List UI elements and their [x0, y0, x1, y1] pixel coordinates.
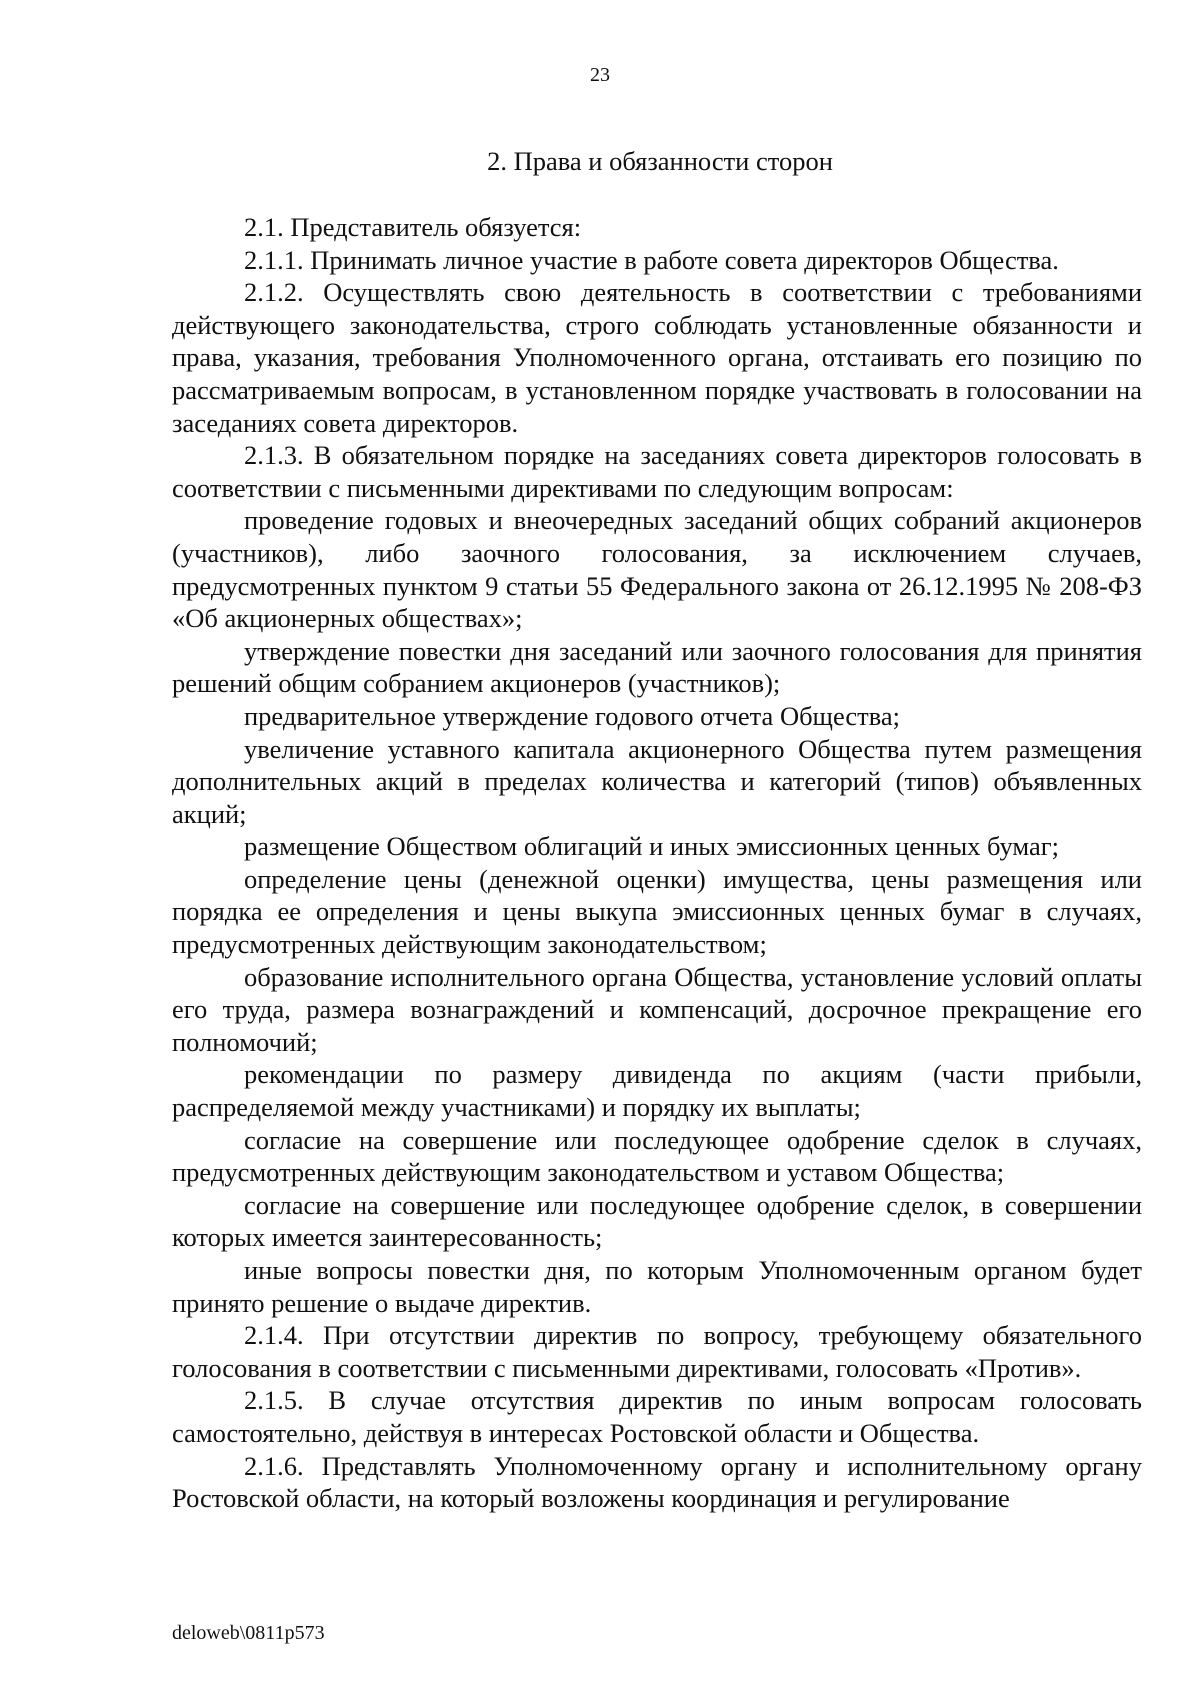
- list-item-dividends: рекомендации по размеру дивиденда по акциям (части прибыли, распределяемой между участниками) и порядку их выплаты;: [172, 1059, 1142, 1123]
- paragraph-2-1-2: 2.1.2. Осуществлять свою деятельность в соответствии с требованиями действующего законодательства, строго соблюдать установленные обязанности и права, указания, требования Уполномоченного органа, отстаивать его позицию по рассматриваемым вопросам, в установленном порядке участвовать в голосовании на заседаниях совета директоров.: [172, 277, 1142, 438]
- list-item-bonds: размещение Обществом облигаций и иных эмиссионных ценных бумаг;: [244, 831, 1059, 862]
- list-item-capital-increase: увеличение уставного капитала акционерного Общества путем размещения дополнительных акций в пределах количества и категорий (типов) объявленных акций;: [172, 733, 1142, 829]
- paragraph-2-1: 2.1. Представитель обязуется:: [244, 212, 582, 242]
- list-item-executive-body: образование исполнительного органа Общества, установление условий оплаты его труда, размера вознаграждений и компенсаций, досрочное прекращение его полномочий;: [172, 961, 1142, 1057]
- list-item-annual-report: предварительное утверждение годового отчета Общества;: [244, 700, 901, 731]
- list-item-deal-approval: согласие на совершение или последующее одобрение сделок в случаях, предусмотренных действующим законодательством и уставом Общества;: [172, 1124, 1142, 1188]
- paragraph-2-1-1: 2.1.1. Принимать личное участие в работе совета директоров Общества.: [244, 244, 1059, 275]
- paragraph-2-1-4: 2.1.4. При отсутствии директив по вопросу, требующему обязательного голосования в соответствии с письменными директивами, голосовать «Против».: [172, 1320, 1142, 1383]
- list-item-meetings: проведение годовых и внеочередных заседаний общих собраний акционеров (участников), либо заочного голосования, за исключением случаев, предусмотренных пунктом 9 статьи 55 Федерального закона от 26.12.1995 № 208-ФЗ «Об акционерных обществах»;: [172, 505, 1142, 634]
- list-item-other-questions: иные вопросы повестки дня, по которым Уполномоченным органом будет принято решение о выдаче директив.: [172, 1255, 1142, 1318]
- paragraph-2-1-6: 2.1.6. Представлять Уполномоченному органу и исполнительному органу Ростовской области, на который возложены координация и регулирование: [172, 1450, 1142, 1514]
- list-item-agenda: утверждение повестки дня заседаний или заочного голосования для принятия решений общим собранием акционеров (участников);: [172, 635, 1142, 699]
- document-body: [172, 211, 1142, 1515]
- paragraph-2-1-5: 2.1.5. В случае отсутствия директив по иным вопросам голосовать самостоятельно, действуя в интересах Ростовской области и Общества.: [172, 1385, 1142, 1448]
- paragraph-2-1-3: 2.1.3. В обязательном порядке на заседаниях совета директоров голосовать в соответствии с письменными директивами по следующим вопросам:: [172, 440, 1142, 503]
- footer-document-code: deloweb\0811p573: [172, 1622, 325, 1644]
- page-number: 23: [590, 64, 610, 86]
- list-item-pricing: определение цены (денежной оценки) имущества, цены размещения или порядка ее определения и цены выкупа эмиссионных ценных бумаг в случаях, предусмотренных действующим законодательством;: [172, 863, 1142, 960]
- section-title: 2. Права и обязанности сторон: [487, 146, 833, 176]
- list-item-interested-deals: согласие на совершение или последующее одобрение сделок, в совершении которых имеется заинтересованность;: [172, 1189, 1142, 1253]
